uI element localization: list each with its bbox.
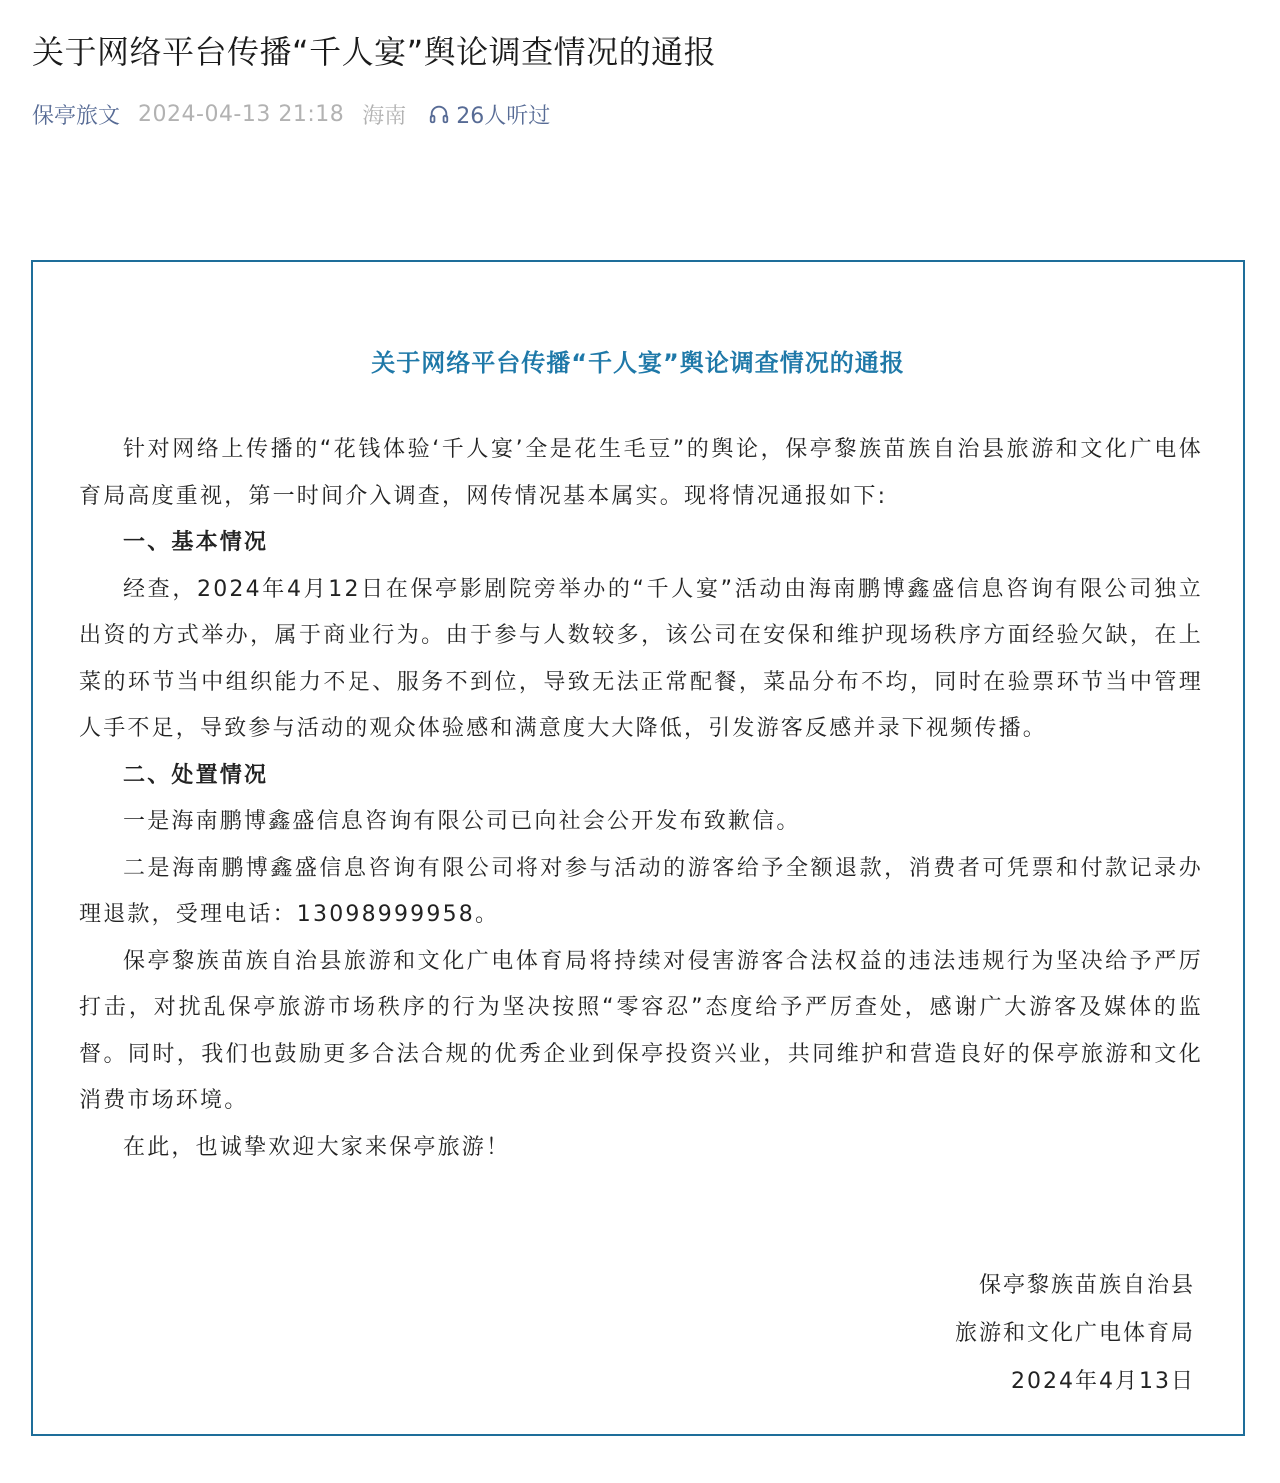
notice-signature <box>955 1262 1195 1406</box>
publish-date: 2024-04-13 21:18 <box>138 101 345 127</box>
notice-title: 关于网络平台传播“千人宴”舆论调查情况的通报 <box>371 349 905 377</box>
notice-image <box>31 260 1245 1436</box>
section-heading: 一、基本情况 <box>123 530 269 555</box>
section-heading: 二、处置情况 <box>123 762 269 788</box>
notice-body <box>79 427 1203 1171</box>
notice-paragraph: 保亭黎族苗族自治县旅游和文化广电体育局将持续对侵害游客合法权益的违法违规行为坚决给予严厉打击，对扰乱保亭旅游市场秩序的行为坚决按照“零容忍”态度给予严厉查处，感谢广大游客及媒体的监督。同时，我们也鼓励更多合法合规的优秀企业到保亭投资兴业，共同维护和营造良好的保亭旅游和文化消费市场环境。 <box>79 948 1203 1113</box>
signature-date: 2024年4月13日 <box>1011 1369 1195 1394</box>
account-name-link[interactable]: 保亭旅文 <box>32 103 121 129</box>
listen-count: 26人听过 <box>456 103 551 129</box>
signature-org-line2: 旅游和文化广电体育局 <box>954 1321 1195 1346</box>
article-title: 关于网络平台传播“千人宴”舆论调查情况的通报 <box>32 33 717 71</box>
publish-region: 海南 <box>362 103 407 129</box>
notice-paragraph: 针对网络上传播的“花钱体验‘千人宴’全是花生毛豆”的舆论，保亭黎族苗族自治县旅游和文化广电体育局高度重视，第一时间介入调查，网传情况基本属实。现将情况通报如下: <box>79 437 1203 509</box>
notice-paragraph: 一是海南鹏博鑫盛信息咨询有限公司已向社会公开发布致歉信。 <box>123 809 801 834</box>
notice-paragraph: 经查，2024年4月12日在保亭影剧院旁举办的“千人宴”活动由海南鹏博鑫盛信息咨询有限公司独立出资的方式举办，属于商业行为。由于参与人数较多，该公司在安保和维护现场秩序方面经验欠缺，在上菜的环节当中组织能力不足、服务不到位，导致无法正常配餐，菜品分布不均，同时在验票环节当中管理人手不足，导致参与活动的观众体验感和满意度大大降低，引发游客反感并录下视频传播。 <box>79 576 1203 741</box>
headphones-icon <box>428 103 450 125</box>
notice-paragraph: 在此，也诚挚欢迎大家来保亭旅游！ <box>123 1134 511 1160</box>
notice-paragraph: 二是海南鹏博鑫盛信息咨询有限公司将对参与活动的游客给予全额退款，消费者可凭票和付款记录办理退款，受理电话：13098999958。 <box>79 855 1203 927</box>
signature-org-line1: 保亭黎族苗族自治县 <box>978 1273 1195 1298</box>
article-meta <box>32 96 550 132</box>
listen-audio-button[interactable] <box>428 99 550 130</box>
